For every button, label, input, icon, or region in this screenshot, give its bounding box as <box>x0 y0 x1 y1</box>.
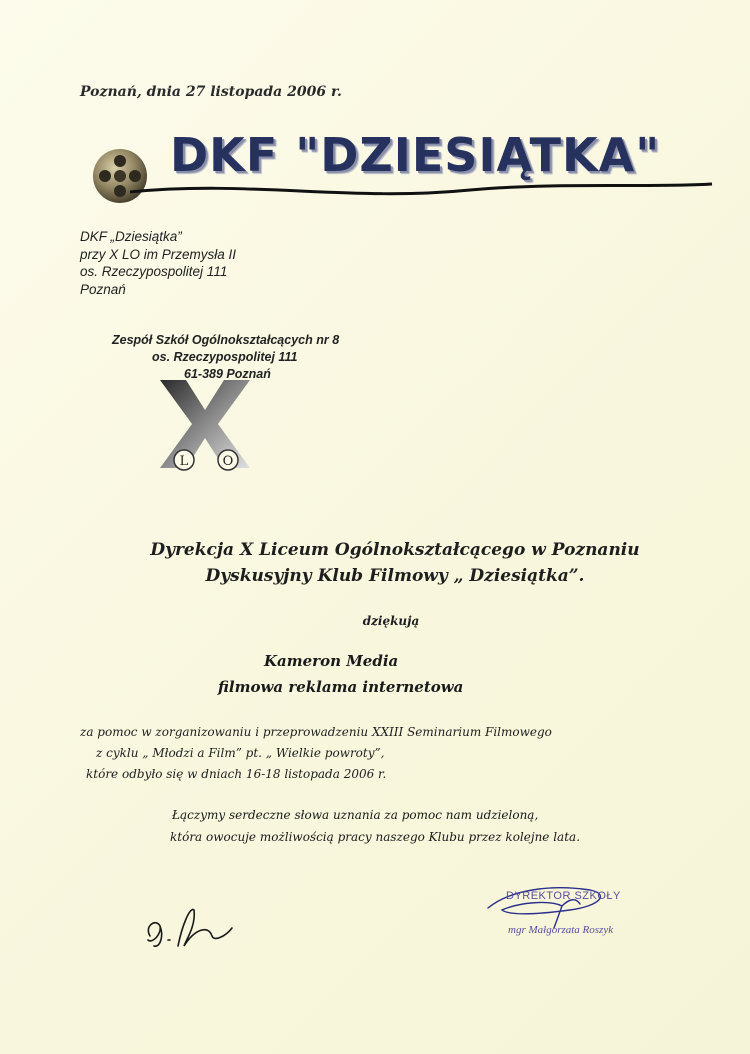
sender-address-line: przy X LO im Przemysła II <box>80 246 237 262</box>
club-title: DKF "DZIESIĄTKA" <box>170 128 661 182</box>
closing-line: Łączymy serdeczne słowa uznania za pomoc nam udzieloną, <box>172 808 539 822</box>
closing-paragraph <box>172 804 580 848</box>
body-line: które odbyło się w dniach 16-18 listopada 2006 r. <box>86 767 387 781</box>
stamp-title: DYREKTOR SZKOŁY <box>506 890 621 902</box>
sender-address-line: os. Rzeczypospolitej 111 <box>80 264 228 279</box>
school-logo <box>150 376 260 472</box>
body-line: z cyklu „ Młodzi a Film” pt. „ Wielkie powroty”, <box>96 746 385 760</box>
school-address-line: 61-389 Poznań <box>184 367 271 381</box>
heading-line: Dyrekcja X Liceum Ogólnokształcącego w Poznaniu <box>150 540 640 560</box>
underline-swoosh <box>90 172 715 202</box>
recipient-description: filmowa reklama internetowa <box>218 678 464 696</box>
stamp-name: mgr Małgorzata Roszyk <box>508 924 614 936</box>
sender-address-line: Poznań <box>80 281 126 297</box>
sender-address-line: DKF „Dziesiątka” <box>80 229 182 244</box>
closing-line: która owocuje możliwością pracy naszego Klubu przez kolejne lata. <box>170 830 581 844</box>
school-address-line: os. Rzeczypospolitej 111 <box>152 350 298 364</box>
body-paragraph <box>80 722 552 785</box>
letter-date: Poznań, dnia 27 listopada 2006 r. <box>80 84 342 100</box>
school-address-line: Zespół Szkół Ogólnokształcących nr 8 <box>112 333 340 347</box>
recipient-name: Kameron Media <box>264 652 399 670</box>
sender-address <box>80 228 236 298</box>
heading-line: Dyskusyjny Klub Filmowy „ Dziesiątka”. <box>205 566 585 586</box>
body-line: za pomoc w zorganizowaniu i przeprowadzeniu XXIII Seminarium Filmowego <box>80 725 552 739</box>
logo-letter-l: L <box>179 454 189 469</box>
thanks-word: dziękują <box>362 614 420 628</box>
logo-letter-o: O <box>222 454 234 469</box>
signature-left <box>138 896 238 956</box>
